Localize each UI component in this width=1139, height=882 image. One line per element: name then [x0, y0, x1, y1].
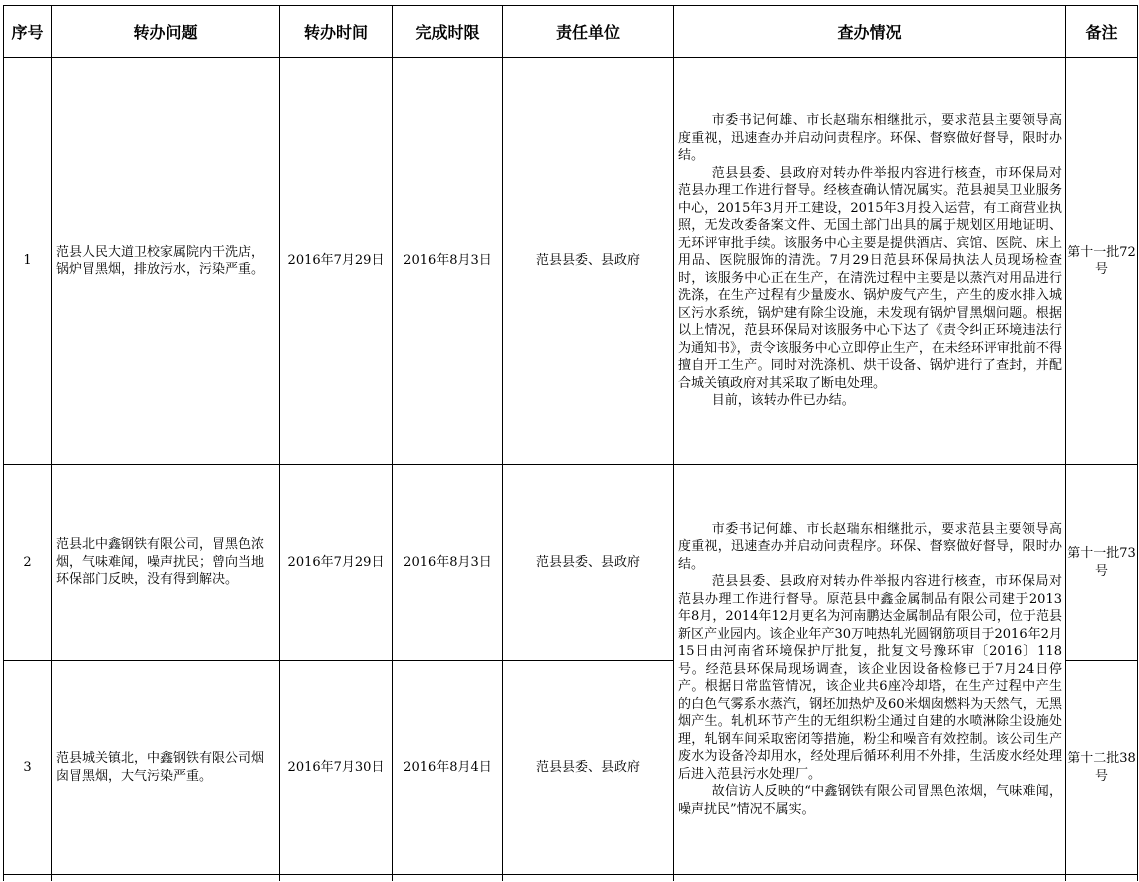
- cell-deadline: 2016年8月4日: [393, 661, 503, 875]
- result-paragraph: 市委书记何雄、市长赵瑞东相继批示，要求范县主要领导高度重视，迅速查办并启动问责程序。环保、督察做好督导，限时办结。: [678, 521, 1062, 572]
- cell-transfer-time: 2016年7月29日: [280, 58, 393, 465]
- table-row: [4, 465, 1138, 661]
- cell-transfer-time: 2016年7月29日: [280, 465, 393, 661]
- result-paragraph: 目前，该转办件已办结。: [711, 393, 855, 409]
- result-paragraph: 范县县委、县政府对转办件举报内容进行核查，市环保局对范县办理工作进行督导。原范县中鑫金属制品有限公司建于2013年8月，2014年12月更名为河南鹏达金属制品有限公司，位于范县新区产业园内。该企业年产30万吨热轧光圆钢筋项目于2016年2月15日由河南省环境保护厅批复，批复文号豫环审〔2016〕118号。经范县环保局现场调查，该企业因设备检修已于7月24日停产。根据日常监管情况，该企业共6座冷却塔，在生产过程中产生的白色气雾系水蒸汽，钢坯加热炉及60米烟囱燃料为天然气，无黑烟产生。轧机环节产生的无组织粉尘通过自建的水喷淋除尘设施处理，轧钢车间采取密闭等措施，粉尘和噪音有效控制。该公司生产废水为设备冷却用水，经处理后循环利用不外排，生活废水经处理后进入范县污水处理厂。: [678, 574, 1062, 782]
- table-row-continuation: [4, 875, 1138, 882]
- table-row: [4, 58, 1138, 465]
- cell-issue: 范县城关镇北，中鑫钢铁有限公司烟囱冒黑烟，大气污染严重。: [52, 661, 280, 875]
- cell-unit: 范县县委、县政府: [503, 661, 674, 875]
- cell-note: 第十二批38号: [1066, 661, 1138, 875]
- header-deadline: 完成时限: [393, 6, 503, 58]
- header-unit: 责任单位: [503, 6, 674, 58]
- cell-unit: 范县县委、县政府: [503, 58, 674, 465]
- cell-unit: 范县县委、县政府: [503, 465, 674, 661]
- cell-deadline: 2016年8月3日: [393, 58, 503, 465]
- cell-seq: 3: [4, 661, 52, 875]
- cell-result-merged: [674, 465, 1066, 875]
- cell-deadline: 2016年8月3日: [393, 465, 503, 661]
- header-issue: 转办问题: [52, 6, 280, 58]
- result-paragraph: 范县县委、县政府对转办件举报内容进行核查，市环保局对范县办理工作进行督导。经核查确认情况属实。范县昶昊卫业服务中心，2015年3月开工建设，2015年3月投入运营，有工商营业执照，无发改委备案文件、无国土部门出具的属于规划区用地证明、无环评审批手续。该服务中心主要是提供酒店、宾馆、医院、床上用品、医院服饰的清洗。7月29日范县环保局执法人员现场检查时，该服务中心正在生产，在清洗过程中主要是以蒸汽对用品进行洗涤，在生产过程有少量废水、锅炉废气产生，产生的废水排入城区污水系统，锅炉建有除尘设施，未发现有锅炉冒黑烟问题。根据以上情况，范县环保局对该服务中心下达了《责令纠正环境违法行为通知书》，责令该服务中心立即停止生产，在未经环评审批前不得擅自开工生产。同时对洗涤机、烘干设备、锅炉进行了查封，并配合城关镇政府对其采取了断电处理。: [678, 165, 1062, 391]
- header-transfer-time: 转办时间: [280, 6, 393, 58]
- cell-issue: 范县北中鑫钢铁有限公司，冒黑色浓烟，气味难闻，噪声扰民；曾向当地环保部门反映，没有得到解决。: [52, 465, 280, 661]
- header-note: 备注: [1066, 6, 1138, 58]
- result-paragraph: 市委书记何雄、市长赵瑞东相继批示，要求范县主要领导高度重视，迅速查办并启动问责程序。环保、督察做好督导，限时办结。: [678, 113, 1062, 164]
- complaint-table: [3, 5, 1138, 881]
- cell-note: 第十一批72号: [1066, 58, 1138, 465]
- cell-seq: 2: [4, 465, 52, 661]
- result-paragraph: 故信访人反映的“中鑫钢铁有限公司冒黑色浓烟，气味难闻，噪声扰民”情况不属实。: [678, 784, 1062, 817]
- cell-transfer-time: 2016年7月30日: [280, 661, 393, 875]
- header-row: [4, 6, 1138, 58]
- cell-seq: 1: [4, 58, 52, 465]
- header-seq: 序号: [4, 6, 52, 58]
- cell-issue: 范县人民大道卫校家属院内干洗店，锅炉冒黑烟，排放污水，污染严重。: [52, 58, 280, 465]
- header-result: 查办情况: [674, 6, 1066, 58]
- cell-result: [674, 58, 1066, 465]
- cell-note: 第十一批73号: [1066, 465, 1138, 661]
